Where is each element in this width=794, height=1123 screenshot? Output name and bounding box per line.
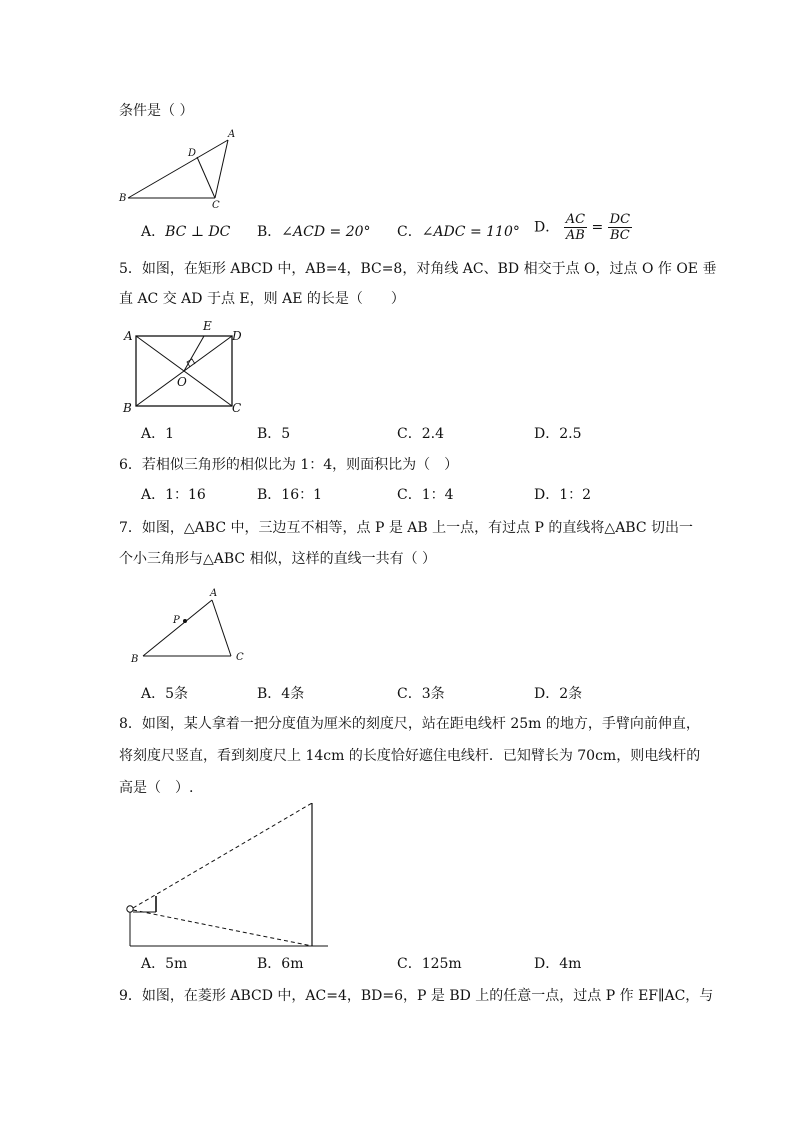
q8-options: [119, 954, 679, 974]
q7-options: [119, 684, 679, 704]
q5-label-d: D: [232, 329, 242, 343]
q5-label-a: A: [124, 329, 133, 343]
q4-label-b: B: [119, 193, 127, 204]
q5-label-c: C: [232, 401, 242, 415]
q9-text-line1: 9．如图，在菱形 ABCD 中，AC=4，BD=6，P 是 BD 上的任意一点，过点 P 作 EF∥AC，与: [119, 988, 714, 1004]
q8-option-a[interactable]: A．5m: [141, 956, 188, 972]
q4-option-c[interactable]: C．∠ADC = 110°: [397, 224, 520, 240]
q8-option-c[interactable]: C．125m: [397, 956, 462, 972]
q8-option-b[interactable]: B．6m: [257, 956, 304, 972]
q5-text-line1: 5．如图，在矩形 ABCD 中，AB=4，BC=8，对角线 AC、BD 相交于点 O，过点 O 作 OE 垂: [119, 261, 717, 277]
q8-text-line3: 高是（ ）.: [119, 780, 194, 796]
q6-option-a[interactable]: A．1：16: [141, 487, 206, 503]
q7-label-p: P: [173, 615, 180, 626]
q5-rectangle-figure: [118, 318, 248, 418]
q4-option-a[interactable]: A．BC ⊥ DC: [141, 224, 231, 240]
q6-option-c[interactable]: C．1：4: [397, 487, 454, 503]
q4-label-a: A: [228, 129, 236, 140]
q4-option-d[interactable]: D． $\frac{AC}{AB}$ = $\frac{DC}{BC}$: [534, 212, 631, 243]
q7-text-line1: 7．如图，△ABC 中，三边互不相等，点 P 是 AB 上一点，有过点 P 的直线将△ABC 切出一: [119, 520, 694, 536]
q6-option-d[interactable]: D．1：2: [534, 487, 592, 503]
q7-option-d[interactable]: D．2条: [534, 686, 583, 702]
q5-label-b: B: [123, 401, 132, 415]
q6-options: [119, 485, 679, 505]
q7-label-b: B: [131, 654, 139, 665]
q5-option-c[interactable]: C．2.4: [397, 426, 444, 442]
q4-text-tail: 条件是（ ）: [119, 103, 194, 119]
q6-text-line1: 6．若相似三角形的相似比为 1：4，则面积比为（ ）: [119, 457, 459, 473]
q7-label-a: A: [210, 588, 218, 599]
q8-pole-figure: [118, 798, 333, 953]
q6-option-b[interactable]: B．16：1: [257, 487, 323, 503]
q5-option-a[interactable]: A．1: [141, 426, 175, 442]
q7-triangle-figure: [128, 585, 253, 665]
q7-text-line2: 个小三角形与△ABC 相似，这样的直线一共有（ ）: [119, 551, 437, 567]
q5-options: [119, 424, 679, 444]
q4-option-b[interactable]: B．∠ACD = 20°: [257, 224, 371, 240]
q8-text-line1: 8．如图，某人拿着一把分度值为厘米的刻度尺，站在距电线杆 25m 的地方，手臂向前伸直，: [119, 716, 700, 732]
q7-option-a[interactable]: A．5条: [141, 686, 189, 702]
q5-option-b[interactable]: B．5: [257, 426, 291, 442]
q7-option-c[interactable]: C．3条: [397, 686, 445, 702]
q7-option-b[interactable]: B．4条: [257, 686, 305, 702]
q5-label-o: O: [177, 375, 187, 389]
q5-option-d[interactable]: D．2.5: [534, 426, 582, 442]
q7-label-c: C: [236, 652, 244, 663]
q4-label-c: C: [212, 200, 220, 211]
q8-option-d[interactable]: D．4m: [534, 956, 582, 972]
q4-label-d: D: [188, 148, 197, 159]
q4-options: [119, 212, 679, 243]
q4-triangle-figure: [118, 128, 238, 211]
q5-label-e: E: [203, 319, 212, 333]
q5-text-line2: 直 AC 交 AD 于点 E，则 AE 的长是（ ）: [119, 291, 405, 307]
q8-text-line2: 将刻度尺竖直，看到刻度尺上 14cm 的长度恰好遮住电线杆．已知臂长为 70cm，则电线杆的: [119, 748, 701, 764]
